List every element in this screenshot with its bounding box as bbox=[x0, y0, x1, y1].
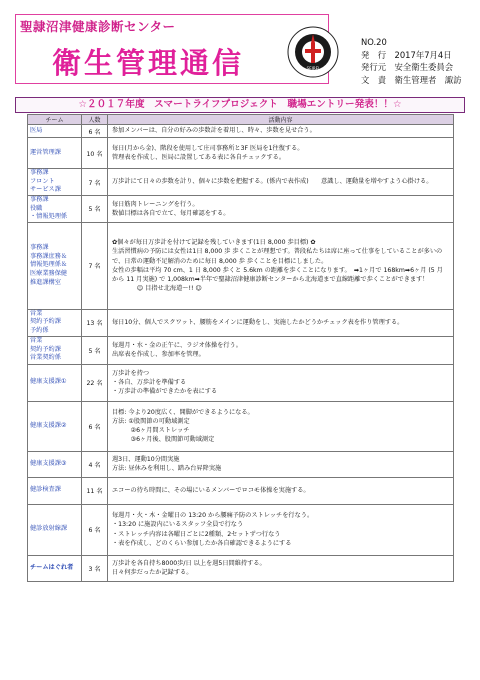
activity-cell: 万歩計にて日々の歩数を計り、個々に歩数を把握する。(係内で表作成) 意識し、運動量を増やすよう心掛ける。 bbox=[108, 169, 454, 196]
svg-text:SEIREI: SEIREI bbox=[306, 66, 320, 71]
count-cell: 3 名 bbox=[82, 555, 108, 581]
count-cell: 4 名 bbox=[82, 451, 108, 477]
activity-cell: 週3日、運動10分間実施 方法: 昼休みを利用し、踏み台昇降実施 bbox=[108, 451, 454, 477]
team-cell: 健康支援課③ bbox=[28, 451, 82, 477]
issue-meta bbox=[361, 36, 462, 86]
count-cell: 7 名 bbox=[82, 169, 108, 196]
team-cell: 事務課 フロント サービス課 bbox=[28, 169, 82, 196]
table-row bbox=[28, 222, 454, 309]
count-cell: 22 名 bbox=[82, 364, 108, 401]
table-row bbox=[28, 401, 454, 451]
activity-cell: 毎週月・水・金の正午に、ラジオ体操を行う。 出席表を作成し、参加率を管理。 bbox=[108, 336, 454, 364]
seirei-logo bbox=[286, 21, 340, 83]
activity-cell: エコーの待ち時間に、その場にいるメンバーでロコモ体操を実施する。 bbox=[108, 477, 454, 504]
team-cell: 事務課 事務課庶務＆ 情報処理係＆ 医療業務保健 推進課構室 bbox=[28, 222, 82, 309]
activity-cell: 毎日筋肉トレーニングを行う。 数値目標は各自で立て、毎月確認をする。 bbox=[108, 196, 454, 223]
issue-number: NO.20 bbox=[361, 37, 387, 47]
entry-table bbox=[27, 114, 454, 582]
table-row bbox=[28, 125, 454, 138]
team-cell: 健診検査課 bbox=[28, 477, 82, 504]
team-cell: 営業 契約予約課 営業契約係 bbox=[28, 336, 82, 364]
team-cell: 医局 bbox=[28, 125, 82, 138]
activity-cell: 毎週月・火・木・金曜日の 13:20 から腰痛予防のストレッチを行なう。 ・13:20 に施設内にいるスタッフ全員で行なう ・ストレッチ内容は各曜日ごとに2種類、2セットずつ行なう ・表を作成し、どのくらい参加したか各自確認できるようにする bbox=[108, 504, 454, 555]
activity-cell: ✿個々が毎日万歩計を付けて記録を残していきます(1日 8,000 歩目標) ✿ 生活習慣病の予防には女性は1日 8,000 歩 歩くことが理想です。普段私たちは席に座って仕事をしていることが多いので、日常の運動不足解消のために毎日 8,000 歩 歩くことを目標にしました。 女性の歩幅は平均 70 cm、1 日 8,000 歩くと 5.6km の距離を歩くことになります。 ➡1ヶ月で 168km➡6ヶ月 (5 月から 11 月実施) で 1,008km➡半年で聖隷沼津健康診断センターから北海道まで直線距離で歩くことができます！ ☺ 目指せ北海道～!! ☺ bbox=[108, 222, 454, 309]
newsletter-header bbox=[15, 14, 329, 84]
table-header-row bbox=[28, 115, 454, 125]
entry-banner: ☆２０１７年度 スマートライフプロジェクト 職場エントリー発表！！☆ bbox=[15, 97, 465, 113]
count-cell: 13 名 bbox=[82, 309, 108, 336]
count-cell: 6 名 bbox=[82, 401, 108, 451]
count-cell: 6 名 bbox=[82, 504, 108, 555]
organization-name: 聖隷沼津健康診断センター bbox=[20, 19, 176, 34]
table-row bbox=[28, 555, 454, 581]
activity-cell: 万歩計を持つ ・各自、万歩計を準備する ・万歩計の準備ができたかを表にする bbox=[108, 364, 454, 401]
table-row bbox=[28, 196, 454, 223]
table-row bbox=[28, 336, 454, 364]
activity-cell: 万歩計を各自持ち8000歩/日 以上を週5日間維持する。 日々何歩だったか記録する。 bbox=[108, 555, 454, 581]
activity-cell: 毎日10分、個人でスクワット、腰筋をメインに運動をし、実施したかどうかチェック表を作り管理する。 bbox=[108, 309, 454, 336]
team-cell: 事務課 役職 ・情報処理係 bbox=[28, 196, 82, 223]
team-cell: チームはぐれ者 bbox=[28, 555, 82, 581]
count-cell: 7 名 bbox=[82, 222, 108, 309]
newsletter-title: 衛生管理通信 bbox=[52, 46, 245, 80]
issue-date: 発 行 2017年7月4日 bbox=[361, 49, 452, 60]
table-row bbox=[28, 451, 454, 477]
header-activity: 活動内容 bbox=[108, 115, 454, 125]
count-cell: 10 名 bbox=[82, 138, 108, 169]
count-cell: 6 名 bbox=[82, 125, 108, 138]
table-row bbox=[28, 138, 454, 169]
table-row bbox=[28, 364, 454, 401]
table-row bbox=[28, 477, 454, 504]
table-row bbox=[28, 169, 454, 196]
activity-cell: 目標: 今より20度広く、開脚ができるようになる。 方法: ①股関節の可動域測定 ②6ヶ月間ストレッチ ③6ヶ月後、股関節可動域測定 bbox=[108, 401, 454, 451]
team-cell: 健診放射線課 bbox=[28, 504, 82, 555]
team-cell: 営業 契約予約課 予約係 bbox=[28, 309, 82, 336]
team-cell: 健康支援課② bbox=[28, 401, 82, 451]
count-cell: 5 名 bbox=[82, 196, 108, 223]
count-cell: 5 名 bbox=[82, 336, 108, 364]
activity-cell: 参加メンバーは、自分の好みの歩数計を着用し、時々、歩数を見せ合う。 bbox=[108, 125, 454, 138]
team-cell: 運営管理課 bbox=[28, 138, 82, 169]
team-cell: 健康支援課① bbox=[28, 364, 82, 401]
author: 文 責 衛生管理者 諏訪 bbox=[361, 74, 462, 85]
activity-cell: 毎日(月から金)、階段を使用して庄司事務所と3F 医局を1往復する。 管理表を作成し、医局に設置してある表に各自チェックする。 bbox=[108, 138, 454, 169]
header-count: 人数 bbox=[82, 115, 108, 125]
table-row bbox=[28, 309, 454, 336]
header-team: チーム bbox=[28, 115, 82, 125]
count-cell: 11 名 bbox=[82, 477, 108, 504]
table-row bbox=[28, 504, 454, 555]
publisher: 発行元 安全衛生委員会 bbox=[361, 62, 454, 73]
